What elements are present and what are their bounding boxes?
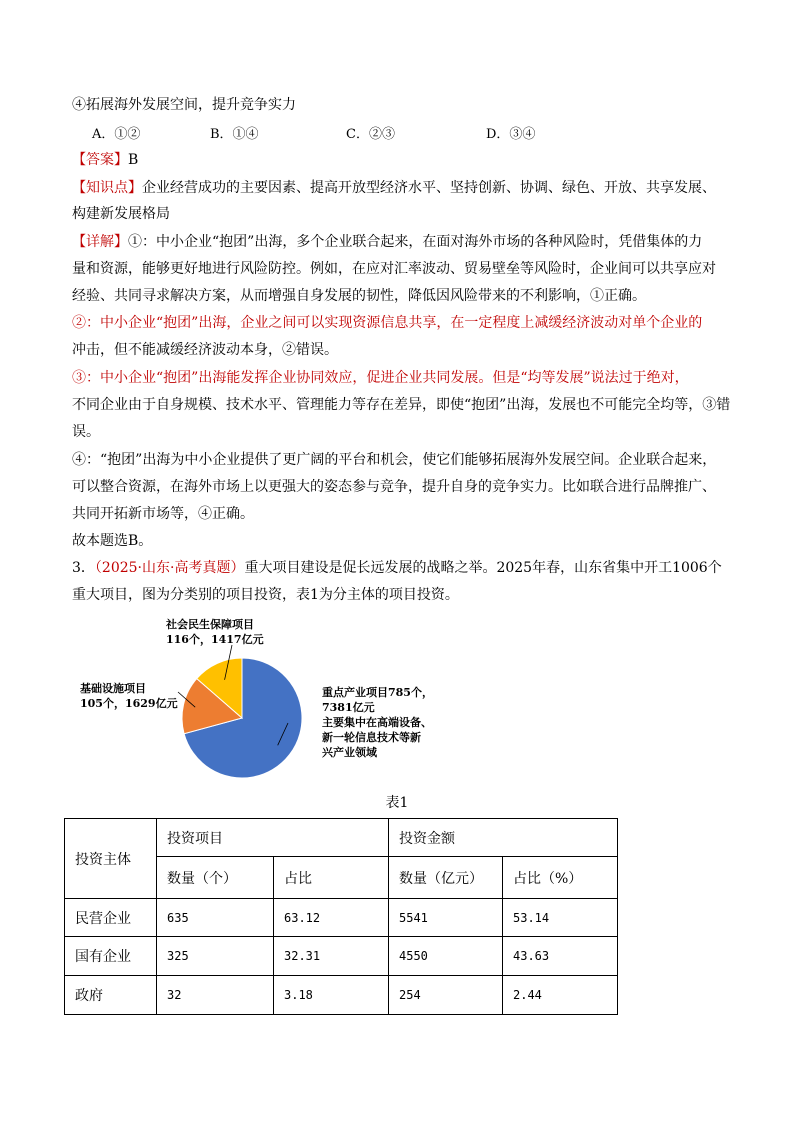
detail-line-11: 共同开拓新市场等，④正确。 (72, 506, 254, 522)
detail-line-4: ②：中小企业“抱团”出海，企业之间可以实现资源信息共享，在一定程度上减缓经济波动对单个企业的 (72, 315, 703, 331)
detail-line-3: 经验、共同寻求解决方案，从而增强自身发展的韧性，降低因风险带来的不利影响，①正确。 (72, 288, 646, 304)
knowledge-line-1 (72, 178, 716, 198)
table-header-row-1 (65, 819, 618, 857)
pie-label: 主要集中在高端设备、 (322, 716, 432, 729)
table-subheader: 数量（个） (157, 857, 274, 899)
choice-c: C．②③ (346, 127, 395, 142)
answer-tag: 【答案】 (72, 152, 128, 168)
detail-line-7: 不同企业由于自身规模、技术水平、管理能力等存在差异，即使“抱团”出海，发展也不可能完全均等，③错 (72, 397, 731, 413)
detail-tag: 【详解】 (72, 234, 128, 250)
table-group-projects: 投资项目 (157, 819, 389, 857)
table-subheader: 占比（%） (503, 857, 618, 899)
detail-line-8: 误。 (72, 424, 100, 440)
detail-line-10: 可以整合资源，在海外市场上以更强大的姿态参与竞争，提升自身的竞争实力。比如联合进行品牌推广、 (72, 479, 716, 495)
table-cell: 325 (157, 937, 274, 976)
table-row-label: 政府 (65, 976, 157, 1015)
option-4-text: ④拓展海外发展空间，提升竞争实力 (72, 97, 296, 113)
detail-line-1 (72, 232, 702, 252)
table-cell: 32.31 (274, 937, 389, 976)
table-row (65, 976, 618, 1015)
investment-table (64, 818, 618, 1015)
detail-text-1: ①：中小企业“抱团”出海，多个企业联合起来，在面对海外市场的各种风险时，凭借集体的力 (128, 234, 703, 250)
pie-label: 社会民生保障项目 (166, 618, 254, 631)
knowledge-tag: 【知识点】 (72, 180, 142, 196)
detail-line-6: ③：中小企业“抱团”出海能发挥企业协同效应，促进企业共同发展。但是“均等发展”说法过于绝对， (72, 370, 689, 386)
pie-label: 兴产业领域 (322, 746, 377, 759)
table-cell: 32 (157, 976, 274, 1015)
pie-label: 新一轮信息技术等新 (322, 731, 421, 744)
question-number: 3． (72, 560, 95, 576)
choice-b: B．①④ (210, 127, 259, 142)
question-3-line-2: 重大项目，图为分类别的项目投资，表1为分主体的项目投资。 (72, 587, 459, 603)
detail-line-2: 量和资源，能够更好地进行风险防控。例如，在应对汇率波动、贸易壁垒等风险时，企业间可以共享应对 (72, 261, 716, 277)
table-row-label: 国有企业 (65, 937, 157, 976)
question-source: （2025·山东·高考真题） (94, 560, 245, 576)
choice-a: A．①② (92, 127, 141, 142)
choice-d: D．③④ (486, 127, 536, 142)
pie-label: 7381亿元 (322, 701, 375, 714)
table-corner-cell: 投资主体 (65, 819, 157, 899)
table-cell: 3.18 (274, 976, 389, 1015)
table-subheader: 数量（亿元） (389, 857, 503, 899)
question-text-1: 重大项目建设是促长远发展的战略之举。2025年春，山东省集中开工1006个 (244, 560, 722, 576)
pie-label: 105个，1629亿元 (80, 697, 178, 710)
pie-label: 重点产业项目785个， (322, 686, 433, 699)
answer-value: B (128, 152, 139, 168)
table-row (65, 937, 618, 976)
table-cell: 2.44 (503, 976, 618, 1015)
table-cell: 635 (157, 899, 274, 937)
table-cell: 254 (389, 976, 503, 1015)
question-3-line-1 (72, 558, 722, 578)
pie-label: 基础设施项目 (80, 682, 146, 695)
table-cell: 53.14 (503, 899, 618, 937)
table-caption: 表1 (385, 795, 409, 811)
table-cell: 43.63 (503, 937, 618, 976)
table-row (65, 899, 618, 937)
conclusion-line: 故本题选B。 (72, 533, 153, 549)
table-cell: 5541 (389, 899, 503, 937)
table-subheader: 占比 (274, 857, 389, 899)
detail-line-9: ④：“抱团”出海为中小企业提供了更广阔的平台和机会，使它们能够拓展海外发展空间。企业联合起来， (72, 452, 717, 468)
pie-label: 116个，1417亿元 (166, 633, 264, 646)
detail-line-5: 冲击，但不能减缓经济波动本身，②错误。 (72, 342, 338, 358)
knowledge-line-2: 构建新发展格局 (72, 206, 170, 222)
pie-slices (182, 658, 302, 778)
table-cell: 4550 (389, 937, 503, 976)
answer-line (72, 150, 138, 170)
table-cell: 63.12 (274, 899, 389, 937)
project-investment-pie-chart (60, 610, 520, 795)
knowledge-text-1: 企业经营成功的主要因素、提高开放型经济水平、坚持创新、协调、绿色、开放、共享发展、 (142, 180, 716, 196)
table-group-amount: 投资金额 (389, 819, 618, 857)
table-row-label: 民营企业 (65, 899, 157, 937)
